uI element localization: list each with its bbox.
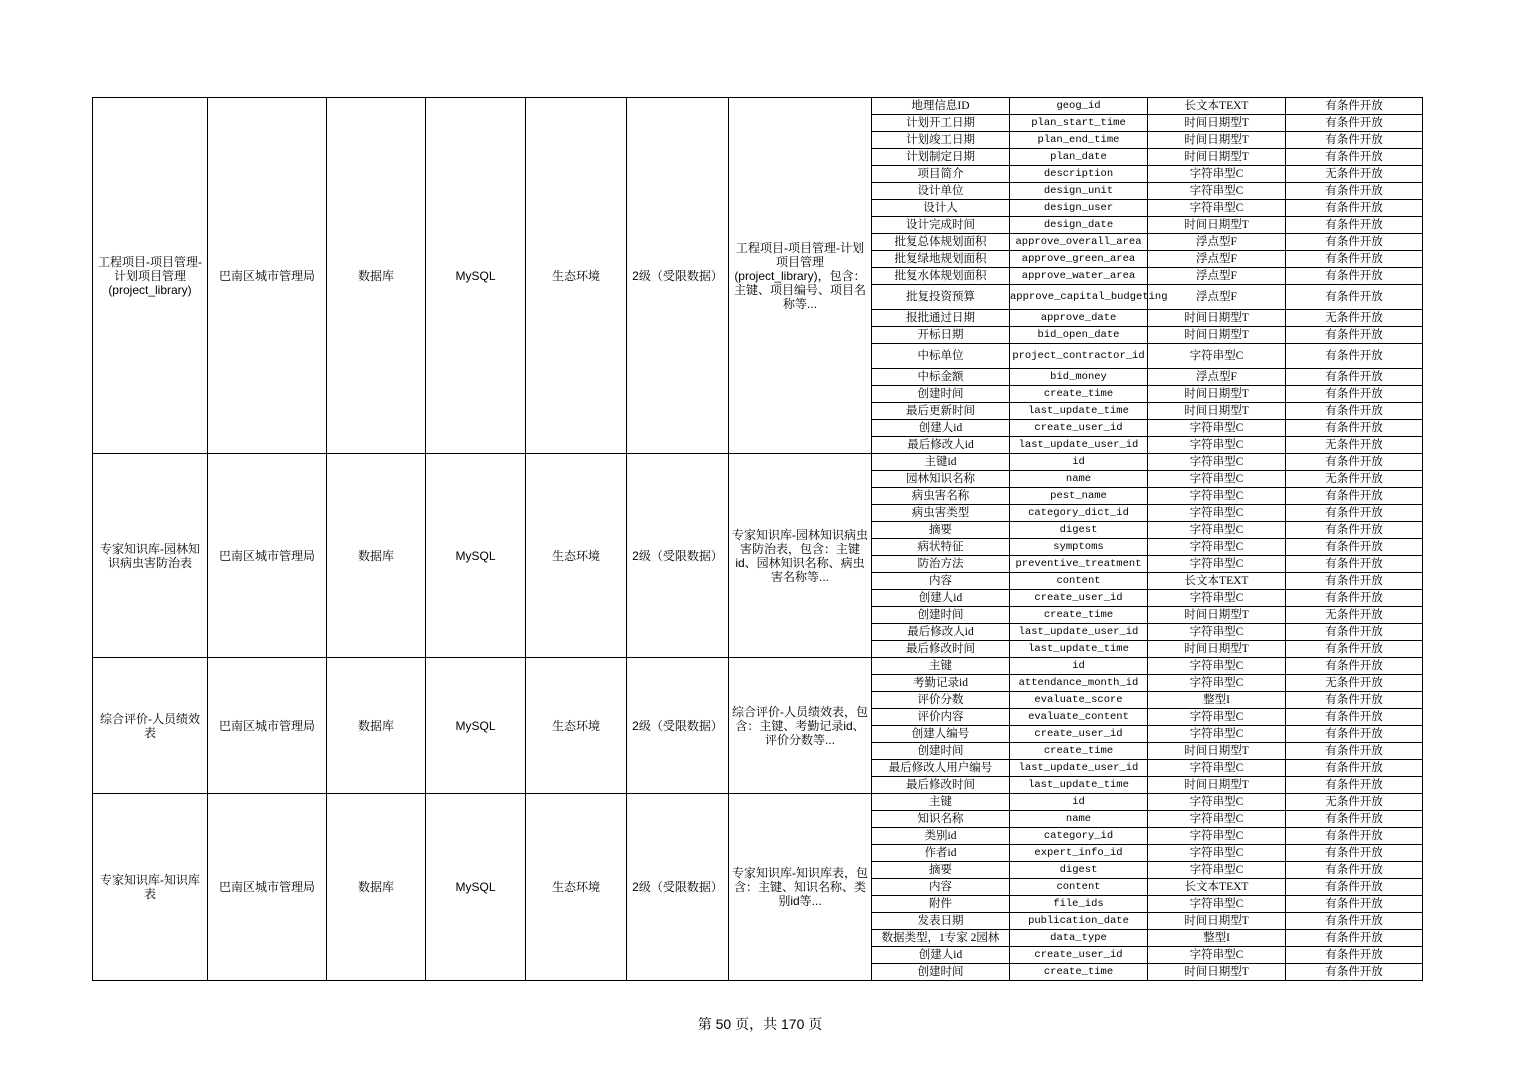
field-code-cell: content bbox=[1010, 573, 1148, 590]
field-name-cell: 评价内容 bbox=[872, 709, 1010, 726]
table-name-cell: 专家知识库-知识库表 bbox=[93, 794, 208, 981]
field-type-cell: 字符串型C bbox=[1148, 166, 1286, 183]
field-code-cell: approve_green_area bbox=[1010, 251, 1148, 268]
field-type-cell: 时间日期型T bbox=[1148, 217, 1286, 234]
table-row bbox=[93, 454, 1423, 471]
field-code-cell: geog_id bbox=[1010, 98, 1148, 115]
field-name-cell: 计划制定日期 bbox=[872, 149, 1010, 166]
field-type-cell: 时间日期型T bbox=[1148, 641, 1286, 658]
field-type-cell: 字符串型C bbox=[1148, 590, 1286, 607]
field-code-cell: last_update_user_id bbox=[1010, 760, 1148, 777]
open-type-cell: 有条件开放 bbox=[1286, 947, 1423, 964]
field-type-cell: 字符串型C bbox=[1148, 794, 1286, 811]
level-cell: 2级（受限数据） bbox=[627, 454, 729, 658]
department-cell: 巴南区城市管理局 bbox=[208, 658, 327, 794]
field-code-cell: preventive_treatment bbox=[1010, 556, 1148, 573]
field-name-cell: 病虫害类型 bbox=[872, 505, 1010, 522]
field-type-cell: 字符串型C bbox=[1148, 200, 1286, 217]
department-cell: 巴南区城市管理局 bbox=[208, 454, 327, 658]
description-cell: 工程项目-项目管理-计划项目管理(project_library)，包含：主键、项目编号、项目名称等... bbox=[729, 98, 872, 454]
field-type-cell: 字符串型C bbox=[1148, 183, 1286, 200]
field-code-cell: id bbox=[1010, 794, 1148, 811]
field-name-cell: 摘要 bbox=[872, 862, 1010, 879]
open-type-cell: 有条件开放 bbox=[1286, 522, 1423, 539]
open-type-cell: 有条件开放 bbox=[1286, 590, 1423, 607]
field-type-cell: 字符串型C bbox=[1148, 454, 1286, 471]
field-name-cell: 知识名称 bbox=[872, 811, 1010, 828]
table-row bbox=[93, 794, 1423, 811]
field-code-cell: plan_end_time bbox=[1010, 132, 1148, 149]
field-code-cell: create_user_id bbox=[1010, 420, 1148, 437]
field-type-cell: 字符串型C bbox=[1148, 624, 1286, 641]
field-type-cell: 时间日期型T bbox=[1148, 403, 1286, 420]
open-type-cell: 无条件开放 bbox=[1286, 471, 1423, 488]
field-name-cell: 评价分数 bbox=[872, 692, 1010, 709]
field-code-cell: id bbox=[1010, 658, 1148, 675]
field-type-cell: 浮点型F bbox=[1148, 234, 1286, 251]
field-type-cell: 时间日期型T bbox=[1148, 149, 1286, 166]
open-type-cell: 无条件开放 bbox=[1286, 794, 1423, 811]
field-code-cell: design_user bbox=[1010, 200, 1148, 217]
field-name-cell: 主键 bbox=[872, 794, 1010, 811]
open-type-cell: 有条件开放 bbox=[1286, 200, 1423, 217]
field-type-cell: 字符串型C bbox=[1148, 675, 1286, 692]
open-type-cell: 有条件开放 bbox=[1286, 777, 1423, 794]
open-type-cell: 有条件开放 bbox=[1286, 268, 1423, 285]
open-type-cell: 有条件开放 bbox=[1286, 896, 1423, 913]
field-code-cell: id bbox=[1010, 454, 1148, 471]
resource-type-cell: 数据库 bbox=[327, 454, 426, 658]
department-cell: 巴南区城市管理局 bbox=[208, 98, 327, 454]
level-cell: 2级（受限数据） bbox=[627, 794, 729, 981]
field-name-cell: 最后更新时间 bbox=[872, 403, 1010, 420]
field-type-cell: 长文本TEXT bbox=[1148, 573, 1286, 590]
field-code-cell: name bbox=[1010, 471, 1148, 488]
field-type-cell: 时间日期型T bbox=[1148, 386, 1286, 403]
field-name-cell: 创建人id bbox=[872, 590, 1010, 607]
field-code-cell: digest bbox=[1010, 522, 1148, 539]
field-type-cell: 字符串型C bbox=[1148, 726, 1286, 743]
field-code-cell: last_update_time bbox=[1010, 641, 1148, 658]
field-code-cell: design_unit bbox=[1010, 183, 1148, 200]
field-code-cell: data_type bbox=[1010, 930, 1148, 947]
field-name-cell: 最后修改人用户编号 bbox=[872, 760, 1010, 777]
field-name-cell: 批复总体规划面积 bbox=[872, 234, 1010, 251]
field-code-cell: approve_water_area bbox=[1010, 268, 1148, 285]
level-cell: 2级（受限数据） bbox=[627, 98, 729, 454]
field-name-cell: 主键id bbox=[872, 454, 1010, 471]
level-cell: 2级（受限数据） bbox=[627, 658, 729, 794]
open-type-cell: 有条件开放 bbox=[1286, 913, 1423, 930]
field-type-cell: 字符串型C bbox=[1148, 505, 1286, 522]
resource-type-cell: 数据库 bbox=[327, 658, 426, 794]
field-type-cell: 字符串型C bbox=[1148, 488, 1286, 505]
field-code-cell: design_date bbox=[1010, 217, 1148, 234]
table-name-cell: 专家知识库-园林知识病虫害防治表 bbox=[93, 454, 208, 658]
field-code-cell: bid_money bbox=[1010, 369, 1148, 386]
field-type-cell: 整型I bbox=[1148, 930, 1286, 947]
field-name-cell: 批复投资预算 bbox=[872, 285, 1010, 310]
field-type-cell: 字符串型C bbox=[1148, 658, 1286, 675]
field-code-cell: file_ids bbox=[1010, 896, 1148, 913]
field-code-cell: description bbox=[1010, 166, 1148, 183]
open-type-cell: 有条件开放 bbox=[1286, 285, 1423, 310]
field-type-cell: 时间日期型T bbox=[1148, 132, 1286, 149]
open-type-cell: 无条件开放 bbox=[1286, 166, 1423, 183]
description-cell: 专家知识库-园林知识病虫害防治表，包含：主键id、园林知识名称、病虫害名称等... bbox=[729, 454, 872, 658]
field-type-cell: 字符串型C bbox=[1148, 862, 1286, 879]
field-code-cell: create_user_id bbox=[1010, 590, 1148, 607]
field-name-cell: 创建时间 bbox=[872, 964, 1010, 981]
open-type-cell: 无条件开放 bbox=[1286, 675, 1423, 692]
field-name-cell: 批复绿地规划面积 bbox=[872, 251, 1010, 268]
field-name-cell: 中标金额 bbox=[872, 369, 1010, 386]
field-code-cell: last_update_user_id bbox=[1010, 437, 1148, 454]
table-body bbox=[93, 98, 1423, 981]
field-type-cell: 长文本TEXT bbox=[1148, 879, 1286, 896]
open-type-cell: 有条件开放 bbox=[1286, 641, 1423, 658]
open-type-cell: 有条件开放 bbox=[1286, 98, 1423, 115]
open-type-cell: 有条件开放 bbox=[1286, 344, 1423, 369]
field-name-cell: 创建时间 bbox=[872, 743, 1010, 760]
field-type-cell: 长文本TEXT bbox=[1148, 98, 1286, 115]
field-type-cell: 字符串型C bbox=[1148, 845, 1286, 862]
open-type-cell: 有条件开放 bbox=[1286, 709, 1423, 726]
field-name-cell: 创建时间 bbox=[872, 607, 1010, 624]
field-type-cell: 字符串型C bbox=[1148, 437, 1286, 454]
field-type-cell: 浮点型F bbox=[1148, 251, 1286, 268]
db-type-cell: MySQL bbox=[426, 658, 526, 794]
field-type-cell: 时间日期型T bbox=[1148, 607, 1286, 624]
field-name-cell: 创建人id bbox=[872, 420, 1010, 437]
field-type-cell: 字符串型C bbox=[1148, 709, 1286, 726]
table-name-cell: 综合评价-人员绩效表 bbox=[93, 658, 208, 794]
field-code-cell: last_update_time bbox=[1010, 403, 1148, 420]
field-name-cell: 发表日期 bbox=[872, 913, 1010, 930]
open-type-cell: 有条件开放 bbox=[1286, 862, 1423, 879]
field-code-cell: last_update_user_id bbox=[1010, 624, 1148, 641]
field-code-cell: publication_date bbox=[1010, 913, 1148, 930]
field-name-cell: 病状特征 bbox=[872, 539, 1010, 556]
field-type-cell: 字符串型C bbox=[1148, 947, 1286, 964]
field-name-cell: 数据类型，1专家 2园林 bbox=[872, 930, 1010, 947]
field-type-cell: 时间日期型T bbox=[1148, 964, 1286, 981]
field-code-cell: attendance_month_id bbox=[1010, 675, 1148, 692]
page-footer: 第 50 页，共 170 页 bbox=[697, 1016, 823, 1032]
open-type-cell: 有条件开放 bbox=[1286, 327, 1423, 344]
open-type-cell: 有条件开放 bbox=[1286, 454, 1423, 471]
field-name-cell: 计划开工日期 bbox=[872, 115, 1010, 132]
field-type-cell: 字符串型C bbox=[1148, 556, 1286, 573]
field-type-cell: 浮点型F bbox=[1148, 369, 1286, 386]
field-type-cell: 浮点型F bbox=[1148, 268, 1286, 285]
field-name-cell: 作者id bbox=[872, 845, 1010, 862]
field-type-cell: 浮点型F bbox=[1148, 285, 1286, 310]
field-code-cell: create_user_id bbox=[1010, 726, 1148, 743]
field-name-cell: 设计完成时间 bbox=[872, 217, 1010, 234]
domain-cell: 生态环境 bbox=[526, 658, 627, 794]
field-code-cell: project_contractor_id bbox=[1010, 344, 1148, 369]
field-type-cell: 时间日期型T bbox=[1148, 777, 1286, 794]
field-name-cell: 病虫害名称 bbox=[872, 488, 1010, 505]
open-type-cell: 有条件开放 bbox=[1286, 420, 1423, 437]
resource-type-cell: 数据库 bbox=[327, 98, 426, 454]
field-code-cell: evaluate_score bbox=[1010, 692, 1148, 709]
field-name-cell: 批复水体规划面积 bbox=[872, 268, 1010, 285]
field-name-cell: 防治方法 bbox=[872, 556, 1010, 573]
field-name-cell: 考勤记录id bbox=[872, 675, 1010, 692]
domain-cell: 生态环境 bbox=[526, 454, 627, 658]
open-type-cell: 无条件开放 bbox=[1286, 607, 1423, 624]
field-type-cell: 时间日期型T bbox=[1148, 327, 1286, 344]
open-type-cell: 无条件开放 bbox=[1286, 437, 1423, 454]
field-type-cell: 字符串型C bbox=[1148, 344, 1286, 369]
open-type-cell: 有条件开放 bbox=[1286, 488, 1423, 505]
field-name-cell: 地理信息ID bbox=[872, 98, 1010, 115]
field-name-cell: 创建人编号 bbox=[872, 726, 1010, 743]
open-type-cell: 有条件开放 bbox=[1286, 743, 1423, 760]
field-type-cell: 时间日期型T bbox=[1148, 310, 1286, 327]
field-type-cell: 字符串型C bbox=[1148, 828, 1286, 845]
field-code-cell: create_user_id bbox=[1010, 947, 1148, 964]
field-type-cell: 字符串型C bbox=[1148, 420, 1286, 437]
description-cell: 综合评价-人员绩效表，包含：主键、考勤记录id、评价分数等... bbox=[729, 658, 872, 794]
field-code-cell: evaluate_content bbox=[1010, 709, 1148, 726]
field-type-cell: 字符串型C bbox=[1148, 760, 1286, 777]
db-type-cell: MySQL bbox=[426, 454, 526, 658]
field-name-cell: 创建时间 bbox=[872, 386, 1010, 403]
field-name-cell: 创建人id bbox=[872, 947, 1010, 964]
field-name-cell: 中标单位 bbox=[872, 344, 1010, 369]
open-type-cell: 有条件开放 bbox=[1286, 658, 1423, 675]
field-code-cell: approve_capital_budgeting bbox=[1010, 285, 1148, 310]
field-code-cell: approve_overall_area bbox=[1010, 234, 1148, 251]
field-type-cell: 字符串型C bbox=[1148, 896, 1286, 913]
department-cell: 巴南区城市管理局 bbox=[208, 794, 327, 981]
open-type-cell: 有条件开放 bbox=[1286, 930, 1423, 947]
open-type-cell: 有条件开放 bbox=[1286, 403, 1423, 420]
field-code-cell: create_time bbox=[1010, 386, 1148, 403]
open-type-cell: 有条件开放 bbox=[1286, 183, 1423, 200]
field-type-cell: 时间日期型T bbox=[1148, 115, 1286, 132]
open-type-cell: 有条件开放 bbox=[1286, 132, 1423, 149]
open-type-cell: 有条件开放 bbox=[1286, 115, 1423, 132]
field-code-cell: digest bbox=[1010, 862, 1148, 879]
field-type-cell: 字符串型C bbox=[1148, 522, 1286, 539]
field-name-cell: 主键 bbox=[872, 658, 1010, 675]
field-code-cell: content bbox=[1010, 879, 1148, 896]
field-type-cell: 整型I bbox=[1148, 692, 1286, 709]
field-code-cell: name bbox=[1010, 811, 1148, 828]
field-code-cell: symptoms bbox=[1010, 539, 1148, 556]
field-name-cell: 最后修改时间 bbox=[872, 641, 1010, 658]
open-type-cell: 有条件开放 bbox=[1286, 845, 1423, 862]
description-cell: 专家知识库-知识库表，包含：主键、知识名称、类别id等... bbox=[729, 794, 872, 981]
db-type-cell: MySQL bbox=[426, 794, 526, 981]
domain-cell: 生态环境 bbox=[526, 794, 627, 981]
open-type-cell: 有条件开放 bbox=[1286, 251, 1423, 268]
field-type-cell: 时间日期型T bbox=[1148, 743, 1286, 760]
open-type-cell: 有条件开放 bbox=[1286, 556, 1423, 573]
field-type-cell: 字符串型C bbox=[1148, 471, 1286, 488]
open-type-cell: 有条件开放 bbox=[1286, 828, 1423, 845]
field-code-cell: create_time bbox=[1010, 607, 1148, 624]
field-code-cell: plan_date bbox=[1010, 149, 1148, 166]
field-name-cell: 附件 bbox=[872, 896, 1010, 913]
open-type-cell: 有条件开放 bbox=[1286, 217, 1423, 234]
field-code-cell: expert_info_id bbox=[1010, 845, 1148, 862]
table-row bbox=[93, 658, 1423, 675]
field-name-cell: 计划竣工日期 bbox=[872, 132, 1010, 149]
open-type-cell: 无条件开放 bbox=[1286, 310, 1423, 327]
field-name-cell: 最后修改人id bbox=[872, 624, 1010, 641]
open-type-cell: 有条件开放 bbox=[1286, 149, 1423, 166]
field-type-cell: 字符串型C bbox=[1148, 539, 1286, 556]
field-name-cell: 报批通过日期 bbox=[872, 310, 1010, 327]
field-name-cell: 园林知识名称 bbox=[872, 471, 1010, 488]
table-name-cell: 工程项目-项目管理-计划项目管理(project_library) bbox=[93, 98, 208, 454]
field-name-cell: 设计单位 bbox=[872, 183, 1010, 200]
open-type-cell: 有条件开放 bbox=[1286, 386, 1423, 403]
open-type-cell: 有条件开放 bbox=[1286, 879, 1423, 896]
field-code-cell: category_dict_id bbox=[1010, 505, 1148, 522]
field-name-cell: 设计人 bbox=[872, 200, 1010, 217]
open-type-cell: 有条件开放 bbox=[1286, 369, 1423, 386]
field-code-cell: pest_name bbox=[1010, 488, 1148, 505]
open-type-cell: 有条件开放 bbox=[1286, 726, 1423, 743]
field-name-cell: 内容 bbox=[872, 879, 1010, 896]
resource-type-cell: 数据库 bbox=[327, 794, 426, 981]
field-name-cell: 内容 bbox=[872, 573, 1010, 590]
open-type-cell: 有条件开放 bbox=[1286, 624, 1423, 641]
domain-cell: 生态环境 bbox=[526, 98, 627, 454]
table-row bbox=[93, 98, 1423, 115]
open-type-cell: 有条件开放 bbox=[1286, 811, 1423, 828]
field-code-cell: create_time bbox=[1010, 743, 1148, 760]
field-type-cell: 时间日期型T bbox=[1148, 913, 1286, 930]
field-type-cell: 字符串型C bbox=[1148, 811, 1286, 828]
open-type-cell: 有条件开放 bbox=[1286, 692, 1423, 709]
field-name-cell: 最后修改人id bbox=[872, 437, 1010, 454]
field-code-cell: last_update_time bbox=[1010, 777, 1148, 794]
field-code-cell: category_id bbox=[1010, 828, 1148, 845]
open-type-cell: 有条件开放 bbox=[1286, 573, 1423, 590]
open-type-cell: 有条件开放 bbox=[1286, 760, 1423, 777]
field-name-cell: 开标日期 bbox=[872, 327, 1010, 344]
field-name-cell: 类别id bbox=[872, 828, 1010, 845]
field-name-cell: 最后修改时间 bbox=[872, 777, 1010, 794]
open-type-cell: 有条件开放 bbox=[1286, 964, 1423, 981]
db-type-cell: MySQL bbox=[426, 98, 526, 454]
field-code-cell: plan_start_time bbox=[1010, 115, 1148, 132]
field-code-cell: approve_date bbox=[1010, 310, 1148, 327]
resource-catalog-table bbox=[92, 97, 1423, 981]
open-type-cell: 有条件开放 bbox=[1286, 505, 1423, 522]
field-name-cell: 摘要 bbox=[872, 522, 1010, 539]
open-type-cell: 有条件开放 bbox=[1286, 234, 1423, 251]
field-code-cell: bid_open_date bbox=[1010, 327, 1148, 344]
open-type-cell: 有条件开放 bbox=[1286, 539, 1423, 556]
field-code-cell: create_time bbox=[1010, 964, 1148, 981]
field-name-cell: 项目简介 bbox=[872, 166, 1010, 183]
